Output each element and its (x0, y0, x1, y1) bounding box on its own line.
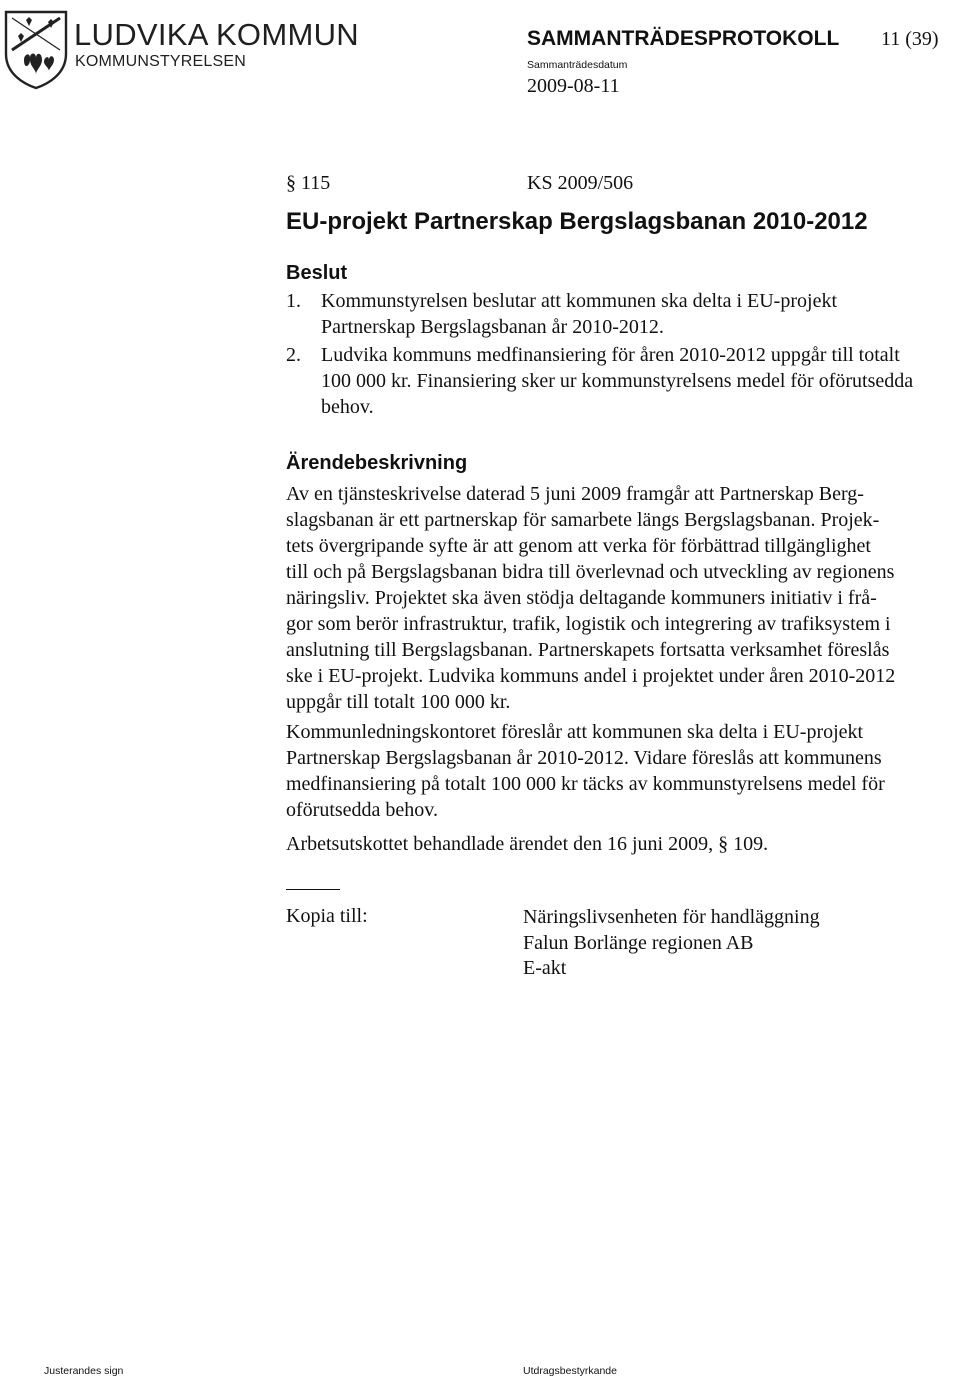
footer-initials-label: Justerandes sign (44, 1365, 124, 1377)
text-line: medfinansiering på totalt 100 000 kr täcks av kommunstyrelsens medel för (286, 773, 885, 795)
text-line: anslutning till Bergslagsbanan. Partnerskapets fortsatta verksamhet föreslås (286, 639, 890, 661)
decision-point-text: Ludvika kommuns medfinansiering för åren 2010-2012 uppgår till totalt 100 000 kr. Finansiering sker ur kommunstyrelsens medel för oförutsedda behov. (321, 344, 914, 418)
paragraph-number: § 115 (286, 172, 331, 194)
text-line: Partnerskap Bergslagsbanan år 2010-2012. Vidare föreslås att kommunens (286, 747, 882, 769)
description-heading: Ärendebeskrivning (286, 452, 468, 474)
document-type: SAMMANTRÄDESPROTOKOLL (527, 27, 840, 50)
paragraph-line (286, 172, 634, 195)
page-number: 11 (39) (881, 28, 939, 50)
copy-recipient: Falun Borlänge regionen AB (523, 931, 754, 954)
copy-to-label: Kopia till: (286, 905, 368, 927)
description-paragraph-2 (286, 719, 956, 823)
case-number: KS 2009/506 (527, 172, 634, 194)
separator-line (286, 889, 340, 890)
footer-certification-label: Utdragsbestyrkande (523, 1365, 617, 1377)
decision-heading: Beslut (286, 262, 348, 284)
copy-recipient: Näringslivsenheten för handläggning (523, 906, 820, 928)
copy-recipient: E-akt (523, 957, 567, 979)
text-line: Av en tjänsteskrivelse daterad 5 juni 2009 framgår att Partnerskap Berg- (286, 483, 864, 505)
decision-point (286, 342, 926, 420)
department-name: KOMMUNSTYRELSEN (75, 53, 247, 70)
text-line: tets övergripande syfte är att genom att verka för förbättrad tillgänglighet (286, 535, 871, 557)
text-line: Arbetsutskottet behandlade ärendet den 16 juni 2009, § 109. (286, 833, 769, 855)
text-line: till och på Bergslagsbanan bidra till överlevnad och utveckling av regionens (286, 561, 895, 583)
text-line: Kommunledningskontoret föreslår att kommunen ska delta i EU-projekt (286, 721, 864, 743)
organization-name: LUDVIKA KOMMUN (74, 17, 359, 52)
description-paragraph-3 (286, 831, 956, 857)
meeting-date-label: Sammanträdesdatum (527, 59, 628, 71)
item-title: EU-projekt Partnerskap Bergslagsbanan 2010-2012 (286, 208, 868, 235)
text-line: oförutsedda behov. (286, 799, 438, 821)
decision-point (286, 288, 926, 340)
decision-point-number: 1. (286, 290, 301, 312)
decision-list (286, 288, 926, 422)
text-line: näringsliv. Projektet ska även stödja deltagande kommuners initiativ i frå- (286, 587, 877, 609)
description-paragraph-1 (286, 481, 956, 715)
meeting-date: 2009-08-11 (527, 75, 620, 97)
text-line: uppgår till totalt 100 000 kr. (286, 691, 511, 713)
decision-point-number: 2. (286, 344, 301, 366)
text-line: ske i EU-projekt. Ludvika kommuns andel i projektet under åren 2010-2012 (286, 665, 896, 687)
decision-point-text: Kommunstyrelsen beslutar att kommunen ska delta i EU-projekt Partnerskap Bergslagsbanan år 2010-2012. (321, 290, 837, 338)
text-line: gor som berör infrastruktur, trafik, logistik och integrering av trafiksystem i (286, 613, 891, 635)
copy-recipients (523, 905, 820, 982)
text-line: slagsbanan är ett partnerskap för samarbete längs Bergslagsbanan. Projek- (286, 509, 880, 531)
coat-of-arms-icon (4, 10, 68, 90)
